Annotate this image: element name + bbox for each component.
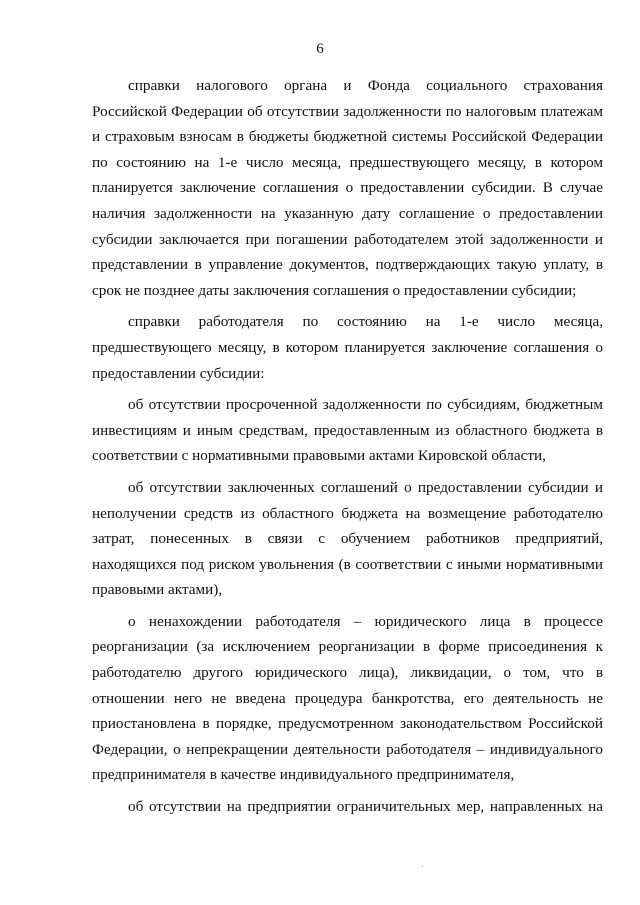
paragraph-tax-certificates: справки налогового органа и Фонда социального страхования Российской Федерации об отсутствии задолженности по налоговым платежам и страховым взносам в бюджеты бюджетной системы Российской Федерации по состоянию на 1-е число месяца, предшествующего месяцу, в котором планируется заключение соглашения о предоставлении субсидии. В случае наличия задолженности на указанную дату соглашение о предоставлении субсидии заключается при погашении работодателем этой задолженности и представлении в управление документов, подтверждающих такую уплату, в срок не позднее даты заключения соглашения о предоставлении субсидии; [92,77,603,299]
paragraph-no-overdue-debt: об отсутствии просроченной задолженности по субсидиям, бюджетным инвестициям и иным средствам, предоставленным из областного бюджета в соответствии с нормативными правовыми актами Кировской области, [92,396,603,465]
paragraph-no-concluded-agreements: об отсутствии заключенных соглашений о предоставлении субсидии и неполучении средств из областного бюджета на возмещение работодателю затрат, понесенных в связи с обучением работников предприятий, находящихся под риском увольнения (в соответствии с иными нормативными правовыми актами), [92,478,603,599]
scan-speck-mark: · [421,861,424,871]
paragraph-no-restrictive-measures: об отсутствии на предприятии ограничительных мер, направленных на [128,798,603,816]
paragraph-no-reorganization: о ненахождении работодателя – юридического лица в процессе реорганизации (за исключением реорганизации в форме присоединения к работодателю другого юридического лица), ликвидации, о том, что в отношении него не введена процедура банкротства, его деятельность не приостановлена в порядке, предусмотренном законодательством Российской Федерации, о непрекращении деятельности работодателя – индивидуального предпринимателя в качестве индивидуального предпринимателя, [92,612,603,784]
document-body [92,73,603,820]
paragraph-employer-certificates: справки работодателя по состоянию на 1-е число месяца, предшествующего месяцу, в котором планируется заключение соглашения о предоставлении субсидии: [92,313,603,382]
page-number: 6 [316,41,324,57]
